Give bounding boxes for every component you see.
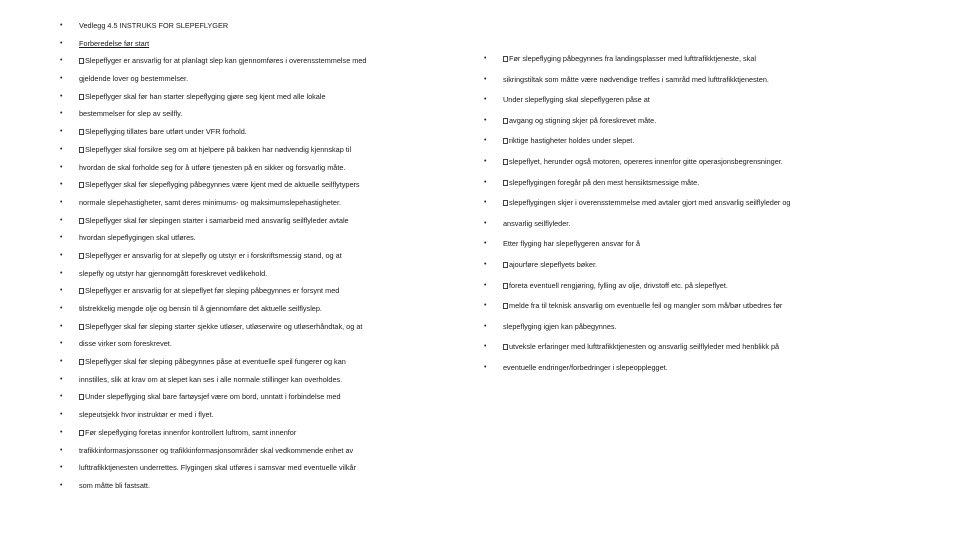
list-item <box>484 178 854 199</box>
missing-glyph-icon <box>503 138 508 144</box>
list-item <box>60 56 470 74</box>
list-item <box>60 251 470 269</box>
list-item-text: gjeldende lover og bestemmelser. <box>79 74 189 84</box>
list-item-text: ansvarlig seilflyleder. <box>503 218 571 228</box>
list-item-text: hvordan slepeflygingen skal utføres. <box>79 233 196 243</box>
list-item-text: utveksle erfaringer med lufttrafikktjenesten og ansvarlig seilflyleder med henblikk på <box>509 342 780 352</box>
list-item <box>60 304 470 322</box>
list-item-text: Under slepeflyging skal bare fartøysjef være om bord, unntatt i forbindelse med <box>85 392 341 402</box>
bullet-icon: • <box>484 363 487 371</box>
list-item-text: trafikkinformasjonssoner og trafikkinformasjonsområder skal vedkommende enhet av <box>79 445 354 455</box>
missing-glyph-icon <box>503 283 508 289</box>
bullet-icon: • <box>484 75 487 83</box>
list-item <box>60 322 470 340</box>
list-item-text: slepefly og utstyr har gjennomgått foreskrevet vedlikehold. <box>79 268 268 278</box>
bullet-icon: • <box>484 260 487 268</box>
bullet-icon: • <box>60 251 63 259</box>
list-item <box>60 180 470 198</box>
bullet-icon: • <box>484 240 487 248</box>
list-item-text: eventuelle endringer/forbedringer i slepeopplegget. <box>503 362 668 372</box>
list-item <box>484 157 854 178</box>
missing-glyph-icon <box>79 129 84 135</box>
left-column <box>60 21 470 499</box>
list-item <box>484 116 854 137</box>
bullet-icon: • <box>60 198 63 206</box>
list-item <box>60 92 470 110</box>
list-item-text: Slepeflyger er ansvarlig for at slepefly og utstyr er i forskriftsmessig stand, og at <box>85 250 342 260</box>
bullet-icon: • <box>60 393 63 401</box>
list-item-text: Før slepeflyging foretas innenfor kontrollert luftrom, samt innenfor <box>85 427 297 437</box>
list-item <box>484 260 854 281</box>
bullet-icon: • <box>60 234 63 242</box>
list-item <box>60 109 470 127</box>
list-item-text: melde fra til teknisk ansvarlig om eventuelle feil og mangler som må/bør utbedres før <box>509 301 783 311</box>
list-item-text: Forberedelse før start <box>79 38 150 48</box>
missing-glyph-icon <box>503 344 508 350</box>
list-item-text: Slepeflyging tillates bare utført under VFR forhold. <box>85 127 247 137</box>
list-item <box>484 136 854 157</box>
list-item-text: lufttrafikktjenesten underrettes. Flygingen skal utføres i samsvar med eventuelle vilkår <box>79 463 356 473</box>
list-item <box>60 233 470 251</box>
missing-glyph-icon <box>79 218 84 224</box>
list-item-text: Slepeflyger skal før sleping påbegynnes påse at eventuelle speil fungerer og kan <box>85 357 346 367</box>
missing-glyph-icon <box>79 324 84 330</box>
list-item <box>60 269 470 287</box>
bullet-icon: • <box>60 128 63 136</box>
bullet-icon: • <box>60 428 63 436</box>
list-item-text: innstilles, slik at krav om at slepet kan ses i alle normale stillinger kan overholdes. <box>79 374 343 384</box>
list-item-text: ajourføre slepeflyets bøker. <box>509 259 598 269</box>
list-item <box>60 127 470 145</box>
list-item <box>60 463 470 481</box>
list-item <box>484 363 854 384</box>
bullet-icon: • <box>60 305 63 312</box>
list-item-text: Slepeflyger skal før han starter slepeflyging gjøre seg kjent med alle lokale <box>85 91 326 101</box>
list-item-text: sikringstiltak som måtte være nødvendige treffes i samråd med lufttrafikktjenesten. <box>503 74 769 84</box>
bullet-icon: • <box>60 269 63 277</box>
bullet-icon: • <box>484 322 487 330</box>
list-item <box>484 301 854 322</box>
bullet-icon: • <box>60 340 63 348</box>
list-item-text: slepeflygingen foregår på den mest hensiktsmessige måte. <box>509 177 700 187</box>
bullet-icon: • <box>60 358 63 366</box>
list-item <box>60 446 470 464</box>
bullet-icon: • <box>60 57 63 65</box>
bullet-icon: • <box>60 446 63 454</box>
bullet-icon: • <box>484 116 487 124</box>
list-item <box>484 281 854 302</box>
list-item <box>60 145 470 163</box>
missing-glyph-icon <box>503 262 508 268</box>
bullet-icon: • <box>484 137 487 145</box>
list-item <box>60 357 470 375</box>
list-item-text: Under slepeflyging skal slepeflygeren påse at <box>503 95 650 105</box>
bullet-icon: • <box>60 110 63 118</box>
missing-glyph-icon <box>79 394 84 400</box>
list-item-text: hvordan de skal forholde seg for å utføre tjenesten på en sikker og forsvarlig måte. <box>79 162 346 172</box>
bullet-icon: • <box>484 302 487 310</box>
list-item <box>60 216 470 234</box>
list-item-text: riktige hastigheter holdes under slepet. <box>509 136 635 146</box>
list-item-text: Slepeflyger skal før sleping starter sjekke utløser, utløserwire og utløserhåndtak, og at <box>85 321 363 331</box>
bullet-icon: • <box>60 22 63 29</box>
list-item <box>484 198 854 219</box>
bullet-icon: • <box>484 343 487 351</box>
missing-glyph-icon <box>79 147 84 153</box>
missing-glyph-icon <box>79 253 84 259</box>
list-item <box>60 198 470 216</box>
list-item <box>60 339 470 357</box>
bullet-icon: • <box>484 281 487 289</box>
list-item <box>60 410 470 428</box>
list-item <box>60 481 470 499</box>
bullet-icon: • <box>60 322 63 330</box>
list-item-text: Slepeflyger er ansvarlig for at planlagt slep kan gjennomføres i overensstemmelse med <box>85 56 367 66</box>
missing-glyph-icon <box>79 182 84 188</box>
bullet-icon: • <box>484 96 487 104</box>
list-item-text: Slepeflyger skal forsikre seg om at hjelpere på bakken har nødvendig kjennskap til <box>85 144 352 154</box>
missing-glyph-icon <box>79 359 84 365</box>
list-item-text: normale slepehastigheter, samt deres minimums- og maksimumslepehastigheter. <box>79 197 341 207</box>
missing-glyph-icon <box>79 430 84 436</box>
list-item-text: Vedlegg 4.5 INSTRUKS FOR SLEPEFLYGER <box>79 21 229 30</box>
list-item <box>60 39 470 57</box>
list-item-text: slepeflygingen skjer i overensstemmelse med avtaler gjort med ansvarlig seilflyleder og <box>509 198 791 208</box>
list-item-text: slepeutsjekk hvor instruktør er med i flyet. <box>79 410 214 420</box>
list-item-text: disse virker som foreskrevet. <box>79 339 172 349</box>
list-item <box>484 342 854 363</box>
bullet-icon: • <box>60 481 63 489</box>
bullet-icon: • <box>60 411 63 419</box>
list-item <box>60 163 470 181</box>
missing-glyph-icon <box>503 56 508 62</box>
list-item-text: som måtte bli fastsatt. <box>79 480 150 490</box>
bullet-icon: • <box>60 75 63 83</box>
bullet-icon: • <box>60 39 63 47</box>
missing-glyph-icon <box>79 288 84 294</box>
missing-glyph-icon <box>503 159 508 165</box>
bullet-icon: • <box>484 178 487 186</box>
list-item-text: Etter flyging har slepeflygeren ansvar for å <box>503 239 641 249</box>
list-item <box>60 392 470 410</box>
list-item-text: bestemmelser for slep av seilfly. <box>79 109 183 119</box>
bullet-icon: • <box>60 181 63 189</box>
missing-glyph-icon <box>503 200 508 206</box>
bullet-icon: • <box>60 145 63 153</box>
bullet-icon: • <box>60 216 63 224</box>
list-item-text: Slepeflyger skal før slepingen starter i samarbeid med ansvarlig seilflyleder avtale <box>85 215 349 225</box>
list-item <box>484 219 854 240</box>
list-item <box>60 74 470 92</box>
list-item <box>484 95 854 116</box>
missing-glyph-icon <box>503 118 508 124</box>
missing-glyph-icon <box>79 58 84 64</box>
bullet-icon: • <box>60 287 63 295</box>
bullet-icon: • <box>484 55 487 62</box>
missing-glyph-icon <box>79 94 84 100</box>
list-item-text: Slepeflyger skal før slepeflyging påbegynnes være kjent med de aktuelle seilflytypers <box>85 180 360 190</box>
bullet-icon: • <box>484 219 487 227</box>
bullet-icon: • <box>60 163 63 171</box>
list-item <box>484 75 854 96</box>
bullet-icon: • <box>60 92 63 100</box>
list-item-text: slepeflyging igjen kan påbegynnes. <box>503 321 617 331</box>
right-column <box>484 54 854 384</box>
list-item <box>60 21 470 39</box>
bullet-icon: • <box>60 464 63 472</box>
bullet-icon: • <box>484 157 487 165</box>
list-item <box>484 239 854 260</box>
list-item <box>60 428 470 446</box>
missing-glyph-icon <box>503 180 508 186</box>
list-item-text: foreta eventuell rengjøring, fylling av olje, drivstoff etc. på slepeflyet. <box>509 280 728 290</box>
list-item <box>484 54 854 75</box>
list-item <box>60 375 470 393</box>
list-item-text: slepeflyet, herunder også motoren, opereres innenfor gitte operasjonsbegrensninger. <box>509 156 783 166</box>
list-item-text: Før slepeflyging påbegynnes fra landingsplasser med lufttrafikktjeneste, skal <box>509 54 757 63</box>
list-item-text: tilstrekkelig mengde olje og bensin til å gjennomføre det aktuelle seilflyslep. <box>79 304 322 313</box>
list-item-text: Slepeflyger er ansvarlig for at slepeflyet før sleping påbegynnes er forsynt med <box>85 286 340 296</box>
bullet-icon: • <box>484 199 487 207</box>
list-item <box>484 322 854 343</box>
bullet-icon: • <box>60 375 63 383</box>
list-item <box>60 286 470 304</box>
list-item-text: avgang og stigning skjer på foreskrevet måte. <box>509 115 657 125</box>
missing-glyph-icon <box>503 303 508 309</box>
